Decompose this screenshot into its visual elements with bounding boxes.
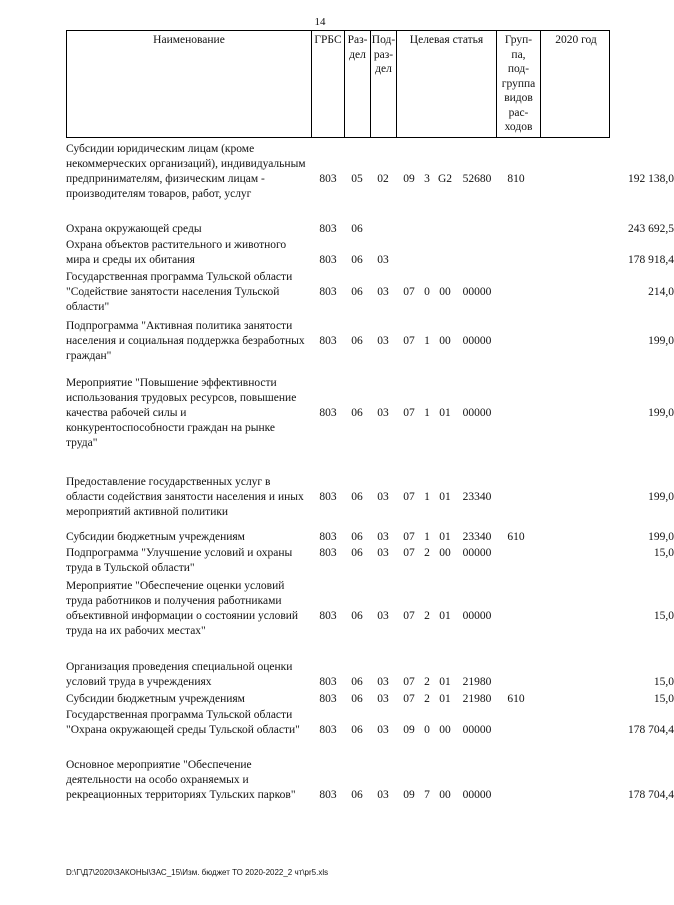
cell-ts3: 00 [439, 286, 451, 298]
row-name: Основное мероприятие "Обеспечение деятельности на особо охраняемых и рекреационных территориях Тульских парков" [66, 759, 296, 801]
row-name: Мероприятие "Обеспечение оценки условий труда работников и получения работниками объективной информации о состоянии условий труда на их рабочих местах" [66, 580, 299, 637]
cell-ts2: 2 [424, 676, 430, 688]
cell-rz: 06 [351, 547, 363, 559]
cell-rz: 06 [351, 286, 363, 298]
cell-grbs: 803 [319, 335, 337, 347]
cell-pr: 03 [377, 789, 389, 801]
cell-grbs: 803 [319, 547, 337, 559]
cell-ts3: 01 [439, 693, 451, 705]
cell-grbs: 803 [319, 286, 337, 298]
cell-pr: 03 [377, 335, 389, 347]
cell-amount: 199,0 [648, 407, 674, 419]
cell-ts1: 09 [403, 724, 415, 736]
cell-ts3: 01 [439, 610, 451, 622]
cell-amount: 199,0 [648, 335, 674, 347]
row-name: Предоставление государственных услуг в области содействия занятости населения и иных мероприятий активной политики [66, 476, 304, 518]
cell-amount: 199,0 [648, 491, 674, 503]
cell-amount: 15,0 [653, 693, 674, 705]
cell-pr: 03 [377, 491, 389, 503]
cell-vr: 610 [507, 693, 525, 705]
cell-amount: 192 138,0 [628, 173, 674, 185]
cell-ts3: 01 [439, 491, 451, 503]
cell-ts2: 1 [424, 407, 430, 419]
header-tselevaya: Целевая статья [397, 31, 497, 137]
cell-ts4: 21980 [462, 676, 492, 688]
cell-ts2: 0 [424, 724, 430, 736]
cell-ts1: 07 [403, 547, 415, 559]
cell-rz: 06 [351, 789, 363, 801]
cell-ts4: 00000 [462, 547, 492, 559]
cell-pr: 03 [377, 676, 389, 688]
cell-grbs: 803 [319, 724, 337, 736]
cell-ts2: 2 [424, 693, 430, 705]
header-gruppa: Груп- па, под- группа видов рас- ходов [497, 31, 541, 137]
page-number: 14 [314, 16, 326, 28]
cell-rz: 06 [351, 676, 363, 688]
cell-pr: 02 [377, 173, 389, 185]
cell-grbs: 803 [319, 789, 337, 801]
cell-pr: 03 [377, 254, 389, 266]
cell-ts4: 23340 [462, 531, 492, 543]
cell-ts4: 52680 [462, 173, 492, 185]
cell-rz: 06 [351, 491, 363, 503]
cell-ts2: 0 [424, 286, 430, 298]
cell-ts2: 7 [424, 789, 430, 801]
cell-vr: 810 [507, 173, 525, 185]
cell-ts1: 07 [403, 407, 415, 419]
cell-ts1: 07 [403, 335, 415, 347]
cell-grbs: 803 [319, 531, 337, 543]
cell-rz: 06 [351, 693, 363, 705]
cell-grbs: 803 [319, 173, 337, 185]
cell-amount: 178 704,4 [628, 724, 674, 736]
cell-amount: 214,0 [648, 286, 674, 298]
cell-amount: 178 918,4 [628, 254, 674, 266]
header-grbs: ГРБС [312, 31, 345, 137]
header-name: Наименование [67, 31, 312, 137]
cell-ts4: 00000 [462, 610, 492, 622]
cell-rz: 06 [351, 407, 363, 419]
row-name: Государственная программа Тульской области "Содействие занятости населения Тульской области" [66, 271, 293, 313]
table-header [66, 30, 610, 138]
cell-pr: 03 [377, 286, 389, 298]
cell-ts4: 00000 [462, 724, 492, 736]
cell-rz: 06 [351, 254, 363, 266]
cell-amount: 243 692,5 [628, 223, 674, 235]
cell-ts3: 01 [439, 676, 451, 688]
cell-ts3: 00 [439, 724, 451, 736]
cell-ts2: 1 [424, 491, 430, 503]
cell-rz: 06 [351, 223, 363, 235]
row-name: Субсидии юридическим лицам (кроме некоммерческих организаций), индивидуальным предпринимателям, физическим лицам - производителям товаров, работ, услуг [66, 143, 306, 200]
cell-amount: 15,0 [653, 547, 674, 559]
cell-amount: 178 704,4 [628, 789, 674, 801]
cell-pr: 03 [377, 547, 389, 559]
header-razdel: Раз- дел [345, 31, 371, 137]
cell-ts2: 1 [424, 335, 430, 347]
cell-pr: 03 [377, 531, 389, 543]
cell-pr: 03 [377, 693, 389, 705]
cell-amount: 15,0 [653, 610, 674, 622]
cell-rz: 05 [351, 173, 363, 185]
cell-vr: 610 [507, 531, 525, 543]
cell-grbs: 803 [319, 223, 337, 235]
cell-ts4: 00000 [462, 335, 492, 347]
cell-rz: 06 [351, 610, 363, 622]
cell-rz: 06 [351, 531, 363, 543]
cell-ts3: 00 [439, 547, 451, 559]
cell-ts1: 07 [403, 286, 415, 298]
cell-ts1: 07 [403, 693, 415, 705]
cell-ts3: G2 [437, 173, 453, 185]
cell-ts3: 01 [439, 531, 451, 543]
cell-pr: 03 [377, 724, 389, 736]
cell-grbs: 803 [319, 610, 337, 622]
cell-ts3: 00 [439, 335, 451, 347]
row-name: Субсидии бюджетным учреждениям [66, 531, 245, 543]
cell-ts1: 09 [403, 789, 415, 801]
row-name: Государственная программа Тульской области "Охрана окружающей среды Тульской области" [66, 709, 300, 736]
cell-pr: 03 [377, 610, 389, 622]
cell-grbs: 803 [319, 491, 337, 503]
cell-amount: 199,0 [648, 531, 674, 543]
cell-ts1: 07 [403, 610, 415, 622]
cell-amount: 15,0 [653, 676, 674, 688]
cell-ts3: 00 [439, 789, 451, 801]
cell-ts4: 23340 [462, 491, 492, 503]
row-name: Подпрограмма "Улучшение условий и охраны труда в Тульской области" [66, 547, 293, 574]
cell-rz: 06 [351, 335, 363, 347]
header-podrazdel: Под- раз- дел [371, 31, 397, 137]
row-name: Организация проведения специальной оценки условий труда в учреждениях [66, 661, 293, 688]
cell-pr: 03 [377, 407, 389, 419]
cell-ts3: 01 [439, 407, 451, 419]
cell-grbs: 803 [319, 254, 337, 266]
file-path-footer: D:\Г\Д7\2020\ЗАКОНЫ\ЗАС_15\Изм. бюджет ТО 2020-2022_2 чт\pr5.xls [66, 868, 329, 877]
cell-ts2: 3 [424, 173, 430, 185]
row-name: Субсидии бюджетным учреждениям [66, 693, 245, 705]
cell-grbs: 803 [319, 407, 337, 419]
cell-ts2: 1 [424, 531, 430, 543]
cell-ts4: 00000 [462, 789, 492, 801]
cell-ts4: 21980 [462, 693, 492, 705]
cell-ts2: 2 [424, 547, 430, 559]
header-year: 2020 год [555, 34, 597, 46]
row-name: Охрана объектов растительного и животного мира и среды их обитания [66, 239, 287, 266]
row-name: Охрана окружающей среды [66, 223, 202, 235]
cell-ts1: 09 [403, 173, 415, 185]
cell-ts1: 07 [403, 676, 415, 688]
cell-ts1: 07 [403, 491, 415, 503]
cell-ts2: 2 [424, 610, 430, 622]
cell-ts1: 07 [403, 531, 415, 543]
cell-ts4: 00000 [462, 407, 492, 419]
row-name: Мероприятие "Повышение эффективности использования трудовых ресурсов, повышение качества рабочей силы и конкурентоспособности граждан на рынке труда" [66, 377, 297, 449]
cell-grbs: 803 [319, 676, 337, 688]
row-name: Подпрограмма "Активная политика занятости населения и социальная поддержка безработных граждан" [66, 320, 305, 362]
cell-ts4: 00000 [462, 286, 492, 298]
cell-rz: 06 [351, 724, 363, 736]
cell-grbs: 803 [319, 693, 337, 705]
